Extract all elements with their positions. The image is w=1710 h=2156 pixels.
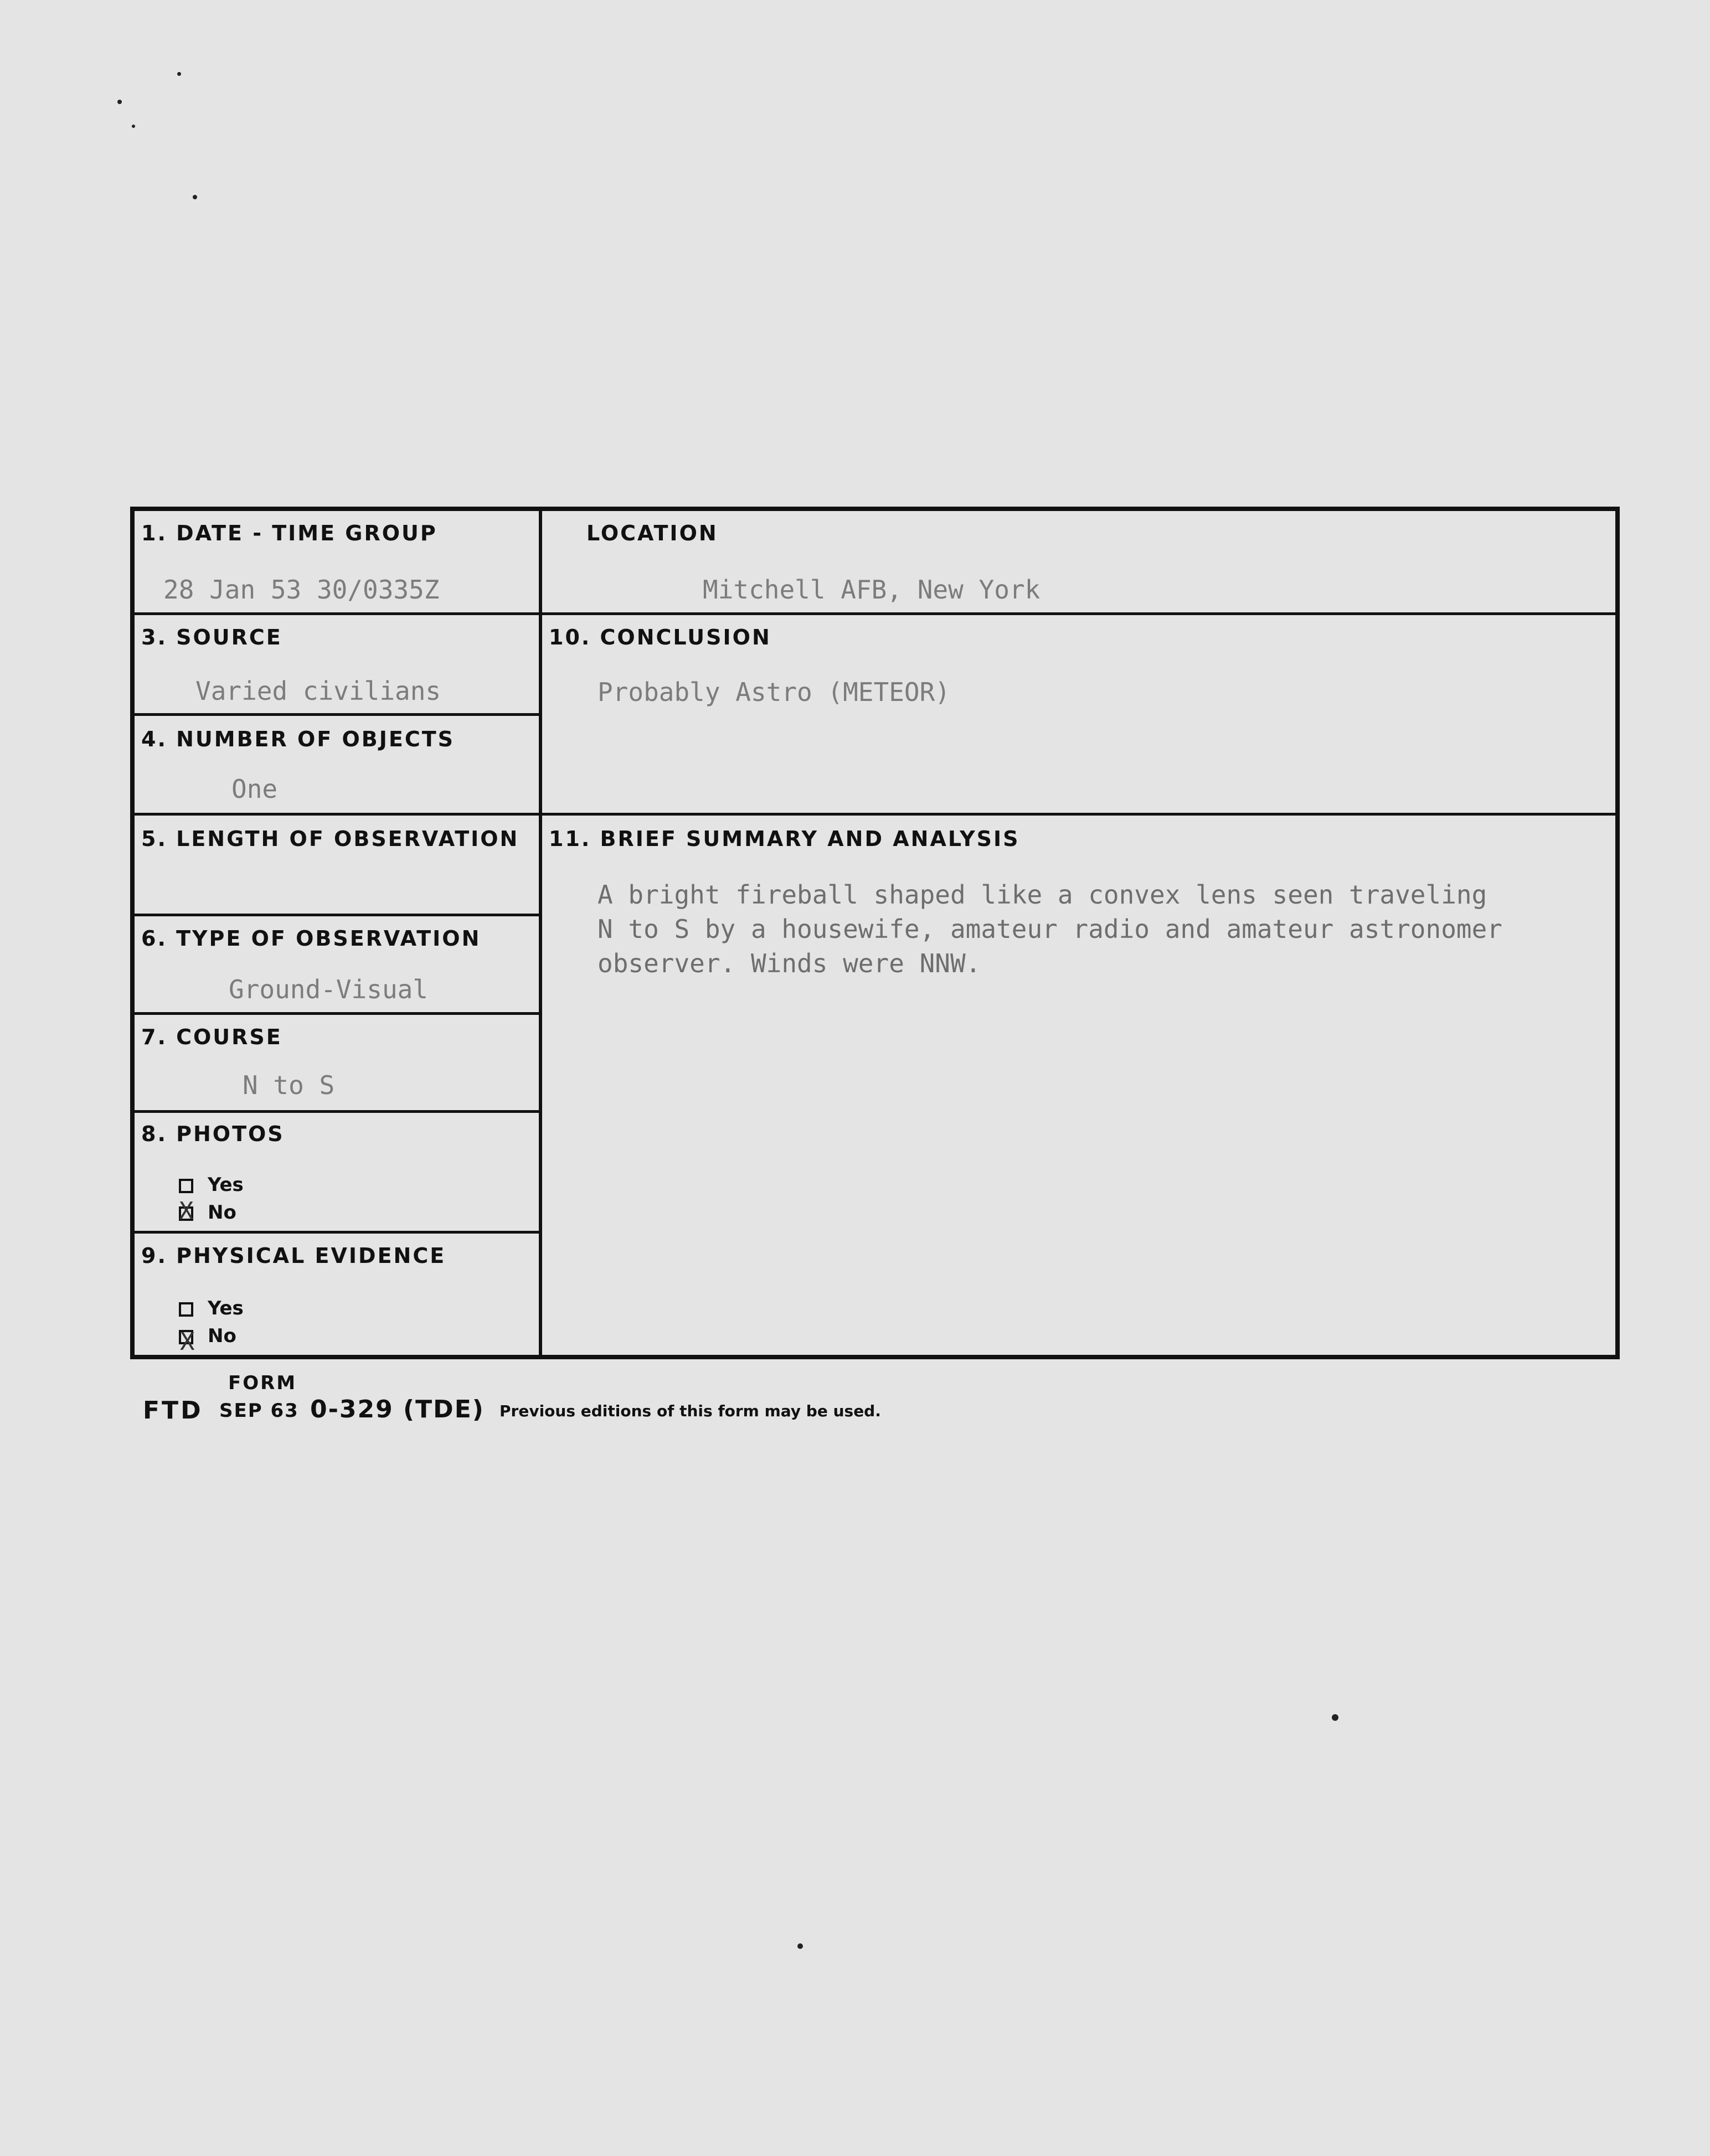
x-mark-icon: X — [180, 1328, 195, 1356]
date-time-group-label: 1. DATE - TIME GROUP — [141, 521, 437, 545]
date-time-group-value: 28 Jan 53 30/0335Z — [163, 575, 440, 605]
photos-yes-label: Yes — [208, 1174, 244, 1196]
scan-speck — [177, 72, 181, 76]
scan-speck — [117, 100, 122, 104]
x-mark-icon: X — [179, 1197, 194, 1225]
conclusion-label: 10. CONCLUSION — [549, 625, 771, 649]
location-cell — [542, 511, 1615, 612]
location-value: Mitchell AFB, New York — [703, 575, 1041, 605]
location-label: LOCATION — [586, 521, 718, 545]
scan-speck — [1332, 1714, 1338, 1721]
footer-ftd: FTD — [143, 1396, 203, 1425]
form-word: FORM — [228, 1372, 297, 1394]
date-time-group-cell — [135, 511, 539, 612]
length-of-observation-label: 5. LENGTH OF OBSERVATION — [141, 827, 519, 851]
evidence-no-label: No — [208, 1325, 236, 1347]
evidence-yes-option[interactable] — [179, 1297, 244, 1319]
summary-line: N to S by a housewife, amateur radio and amateur astronomer — [598, 914, 1502, 944]
number-of-objects-cell — [135, 716, 539, 813]
checkbox-empty-icon — [179, 1179, 193, 1193]
source-cell — [135, 615, 539, 713]
type-of-observation-value: Ground-Visual — [229, 974, 429, 1004]
photos-yes-option[interactable] — [179, 1174, 244, 1196]
photos-label: 8. PHOTOS — [141, 1122, 285, 1146]
report-form-table — [130, 507, 1620, 1359]
evidence-yes-label: Yes — [208, 1297, 244, 1319]
footer-form-number: 0-329 (TDE) — [310, 1395, 485, 1423]
number-of-objects-label: 4. NUMBER OF OBJECTS — [141, 727, 455, 751]
footer-note: Previous editions of this form may be used. — [499, 1402, 881, 1420]
summary-label: 11. BRIEF SUMMARY AND ANALYSIS — [549, 827, 1020, 851]
source-label: 3. SOURCE — [141, 625, 282, 649]
physical-evidence-label: 9. PHYSICAL EVIDENCE — [141, 1244, 446, 1268]
summary-line: observer. Winds were NNW. — [598, 948, 981, 978]
summary-line: A bright fireball shaped like a convex lens seen traveling — [598, 880, 1487, 910]
conclusion-cell — [542, 615, 1615, 813]
source-value: Varied civilians — [195, 676, 441, 706]
scan-speck — [132, 125, 135, 128]
footer-form-date: SEP 63 — [219, 1400, 299, 1422]
photos-no-label: No — [208, 1201, 236, 1224]
photos-cell — [135, 1113, 539, 1231]
conclusion-value: Probably Astro (METEOR) — [598, 677, 950, 707]
course-cell — [135, 1015, 539, 1110]
course-value: N to S — [243, 1070, 335, 1100]
type-of-observation-label: 6. TYPE OF OBSERVATION — [141, 926, 481, 951]
checkbox-empty-icon — [179, 1302, 193, 1317]
summary-cell — [542, 816, 1615, 1355]
number-of-objects-value: One — [231, 774, 278, 804]
length-of-observation-cell — [135, 816, 539, 914]
scan-speck — [193, 195, 197, 199]
type-of-observation-cell — [135, 916, 539, 1012]
course-label: 7. COURSE — [141, 1025, 282, 1049]
scan-speck — [797, 1943, 803, 1949]
physical-evidence-cell — [135, 1234, 539, 1355]
